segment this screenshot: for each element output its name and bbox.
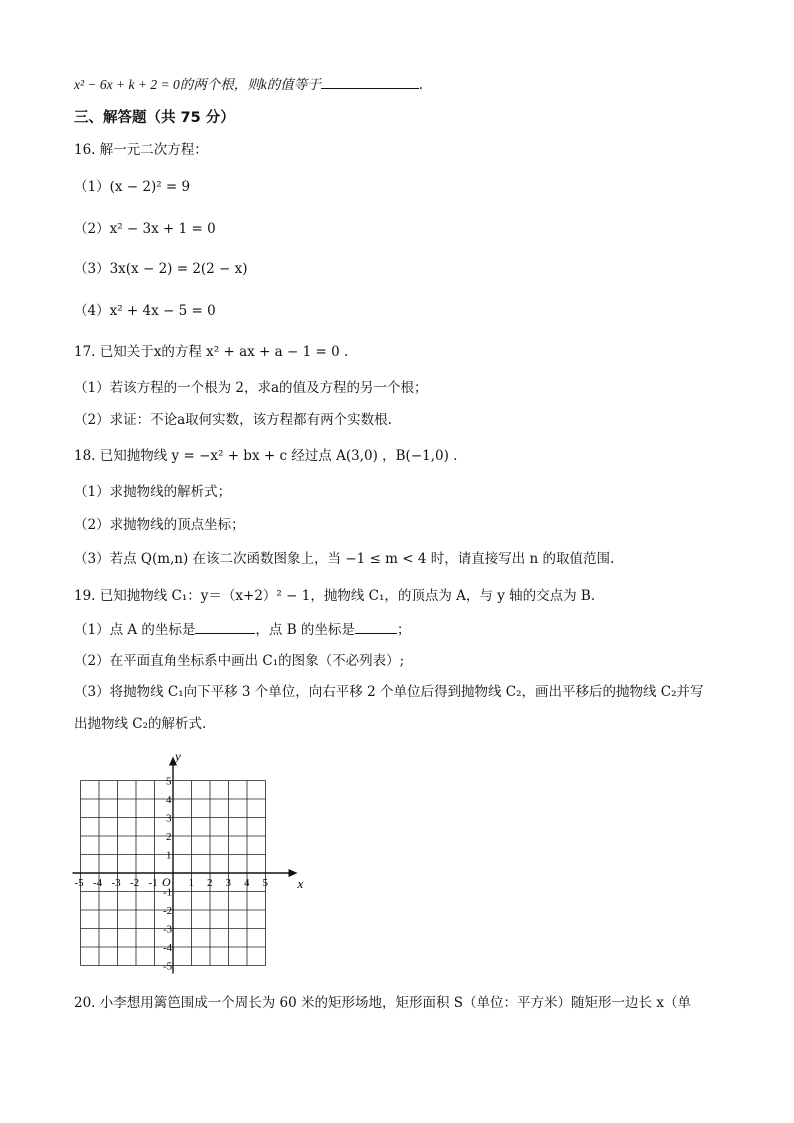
question-16-part-2: （2）x² − 3x + 1 = 0	[74, 221, 216, 237]
y-tick-label: -5	[163, 960, 173, 973]
point-b-blank[interactable]	[355, 619, 397, 634]
x-tick-label: 4	[244, 877, 250, 889]
question-17-part-1: （1）若该方程的一个根为 2，求a的值及方程的另一个根；	[74, 380, 428, 396]
y-tick-label: -1	[163, 886, 173, 899]
x-tick-label: -5	[74, 877, 84, 889]
y-tick-label: 2	[166, 831, 172, 843]
q19-1-text-b: ，点 B 的坐标是	[255, 622, 355, 638]
question-15-tail	[74, 74, 423, 95]
x-tick-label: -4	[93, 877, 103, 889]
q19-1-text-c: ；	[396, 622, 411, 638]
period: .	[418, 77, 424, 93]
question-18: 18. 已知抛物线 y = −x² + bx + c 经过点 A(3,0) ，B(−1,0) .	[74, 448, 458, 464]
question-19-part-3a: （3）将抛物线 C₁向下平移 3 个单位，向右平移 2 个单位后得到抛物线 C₂，画出平移后的抛物线 C₂并写	[74, 684, 704, 700]
question-17-part-2: （2）求证：不论a取何实数，该方程都有两个实数根.	[74, 412, 392, 428]
x-axis-label: x	[297, 876, 304, 891]
y-tick-label: -3	[163, 923, 173, 936]
question-15-text: x² − 6x + k + 2 = 0的两个根，则k的值等于	[74, 77, 321, 92]
question-20: 20. 小李想用篱笆围成一个周长为 60 米的矩形场地，矩形面积 S（单位：平方米）随矩形一边长 x（单	[74, 995, 691, 1011]
question-18-part-2: （2）求抛物线的顶点坐标；	[74, 517, 245, 533]
coordinate-grid-svg	[70, 742, 320, 974]
axes	[73, 757, 298, 974]
question-16-part-4: （4）x² + 4x − 5 = 0	[74, 303, 216, 319]
origin-label: O	[162, 875, 171, 889]
question-19: 19. 已知抛物线 C₁：y＝（x+2）² − 1，抛物线 C₁，的顶点为 A，与 y 轴的交点为 B.	[74, 588, 596, 604]
question-18-part-1: （1）求抛物线的解析式；	[74, 484, 232, 500]
section-heading: 三、解答题（共 75 分）	[74, 110, 235, 126]
q19-1-text-a: （1）点 A 的坐标是	[74, 622, 196, 638]
x-tick-label: 5	[262, 877, 268, 889]
question-16-part-3: （3）3x(x − 2) = 2(2 − x)	[74, 261, 248, 277]
x-tick-label: -3	[111, 877, 121, 889]
x-tick-label: 3	[225, 877, 231, 889]
question-17: 17. 已知关于x的方程 x² + ax + a − 1 = 0 .	[74, 344, 349, 360]
x-tick-label: 2	[207, 877, 213, 889]
question-19-part-1	[74, 619, 410, 640]
x-tick-label: -2	[130, 877, 140, 889]
question-18-part-3: （3）若点 Q(m,n) 在该二次函数图象上，当 −1 ≤ m < 4 时，请直接写出 n 的取值范围.	[74, 551, 615, 567]
y-tick-label: 4	[166, 794, 172, 806]
coordinate-grid	[70, 742, 320, 974]
y-axis-label: y	[175, 748, 181, 764]
x-tick-label: -1	[148, 877, 158, 889]
y-tick-label: -2	[163, 905, 173, 917]
tick-labels	[75, 749, 304, 973]
y-tick-label: 3	[166, 812, 172, 825]
x-tick-label: 1	[188, 877, 194, 889]
y-tick-label: -4	[163, 942, 173, 954]
question-19-part-3b: 出抛物线 C₂的解析式.	[74, 716, 207, 732]
question-16-part-1: （1）(x − 2)² = 9	[74, 179, 191, 195]
y-tick-label: 5	[166, 775, 172, 788]
y-tick-label: 1	[166, 849, 172, 862]
question-16: 16. 解一元二次方程：	[74, 142, 208, 158]
question-19-part-2: （2）在平面直角坐标系中画出 C₁的图象（不必列表）;	[74, 653, 405, 669]
x-axis-arrow	[289, 869, 298, 877]
point-a-blank[interactable]	[195, 619, 255, 634]
answer-blank[interactable]	[321, 74, 419, 89]
